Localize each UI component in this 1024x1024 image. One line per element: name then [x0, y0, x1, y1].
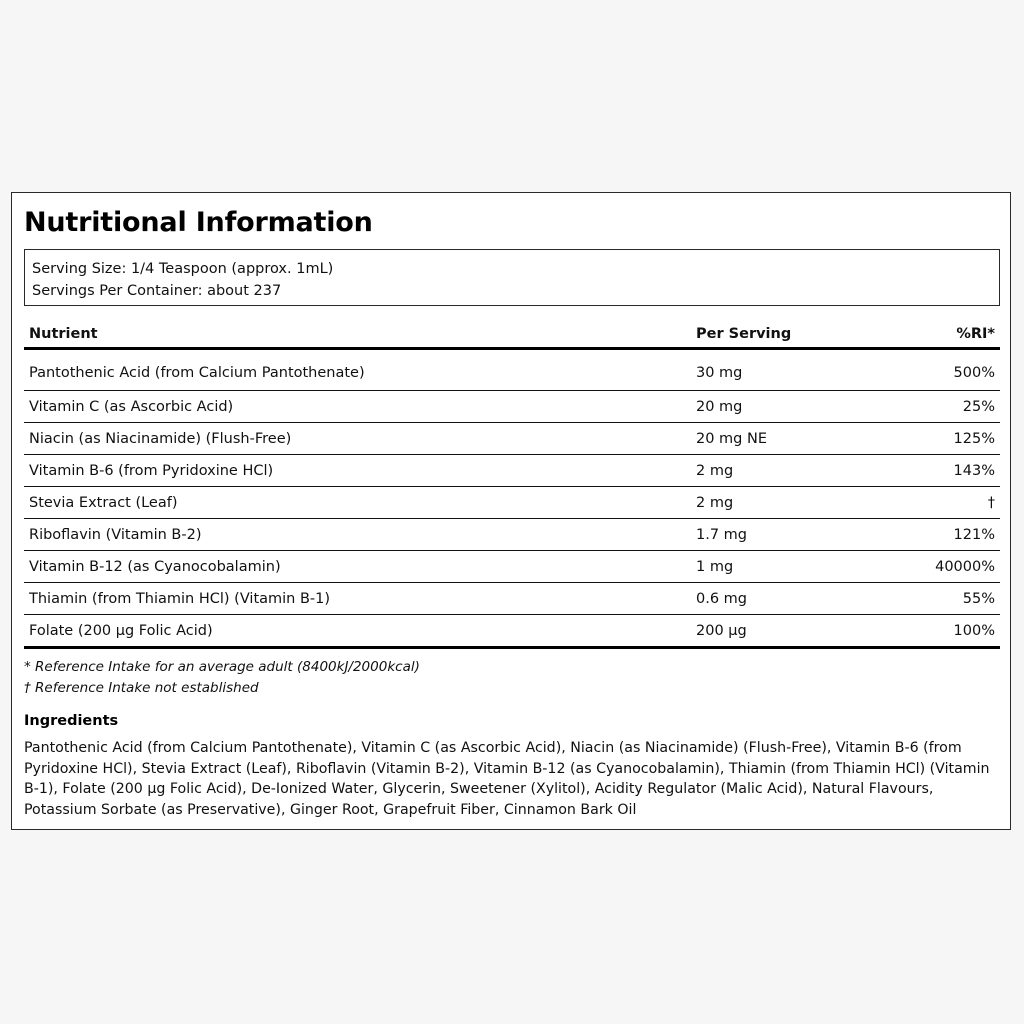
per-serving-value: 20 mg NE	[691, 423, 901, 455]
nutrient-name: Pantothenic Acid (from Calcium Pantothenate)	[24, 349, 691, 391]
header-nutrient: Nutrient	[24, 321, 691, 349]
table-row	[24, 455, 1000, 487]
per-serving-value: 1 mg	[691, 551, 901, 583]
per-serving-value: 20 mg	[691, 391, 901, 423]
per-serving-value: 0.6 mg	[691, 583, 901, 615]
per-serving-value: 200 µg	[691, 615, 901, 648]
nutrient-name: Vitamin B-12 (as Cyanocobalamin)	[24, 551, 691, 583]
panel-title: Nutritional Information	[24, 207, 373, 238]
nutrient-name: Niacin (as Niacinamide) (Flush-Free)	[24, 423, 691, 455]
table-row	[24, 615, 1000, 648]
nutrition-panel	[11, 192, 1011, 830]
footnotes	[24, 657, 420, 699]
nutrient-name: Stevia Extract (Leaf)	[24, 487, 691, 519]
nutrient-name: Vitamin B-6 (from Pyridoxine HCl)	[24, 455, 691, 487]
servings-per-container: Servings Per Container: about 237	[32, 283, 282, 299]
ri-value: †	[901, 487, 1000, 519]
table-header-row	[24, 321, 1000, 349]
table-row	[24, 487, 1000, 519]
per-serving-value: 1.7 mg	[691, 519, 901, 551]
header-ri: %RI*	[901, 321, 1000, 349]
nutrient-name: Thiamin (from Thiamin HCl) (Vitamin B-1)	[24, 583, 691, 615]
nutrient-name: Vitamin C (as Ascorbic Acid)	[24, 391, 691, 423]
ri-value: 100%	[901, 615, 1000, 648]
per-serving-value: 2 mg	[691, 487, 901, 519]
ri-value: 55%	[901, 583, 1000, 615]
table-row	[24, 391, 1000, 423]
nutrient-name: Riboflavin (Vitamin B-2)	[24, 519, 691, 551]
table-row	[24, 551, 1000, 583]
serving-size: Serving Size: 1/4 Teaspoon (approx. 1mL)	[32, 261, 334, 277]
ri-value: 40000%	[901, 551, 1000, 583]
table-row	[24, 519, 1000, 551]
ingredients-text: Pantothenic Acid (from Calcium Pantothenate), Vitamin C (as Ascorbic Acid), Niacin (as Niacinamide) (Flush-Free), Vitamin B-6 (from Pyridoxine HCl), Stevia Extract (Leaf), Riboflavin (Vitamin B-2), Vitamin B-12 (as Cyanocobalamin), Thiamin (from Thiamin HCl) (Vitamin B-1), Folate (200 µg Folic Acid), De-Ionized Water, Glycerin, Sweetener (Xylitol), Acidity Regulator (Malic Acid), Natural Flavours, Potassium Sorbate (as Preservative), Ginger Root, Grapefruit Fiber, Cinnamon Bark Oil	[24, 740, 990, 818]
ri-value: 143%	[901, 455, 1000, 487]
ri-value: 125%	[901, 423, 1000, 455]
table-row	[24, 349, 1000, 391]
ingredients-heading: Ingredients	[24, 713, 119, 729]
table-row	[24, 583, 1000, 615]
ri-value: 500%	[901, 349, 1000, 391]
ri-value: 121%	[901, 519, 1000, 551]
table-row	[24, 423, 1000, 455]
not-established-note: † Reference Intake not established	[24, 680, 259, 696]
nutrient-name: Folate (200 µg Folic Acid)	[24, 615, 691, 648]
reference-intake-note: * Reference Intake for an average adult (8400kJ/2000kcal)	[24, 659, 420, 675]
ri-value: 25%	[901, 391, 1000, 423]
per-serving-value: 30 mg	[691, 349, 901, 391]
serving-info-box	[24, 249, 1000, 306]
per-serving-value: 2 mg	[691, 455, 901, 487]
nutrient-table	[24, 321, 1000, 649]
header-per-serving: Per Serving	[691, 321, 901, 349]
